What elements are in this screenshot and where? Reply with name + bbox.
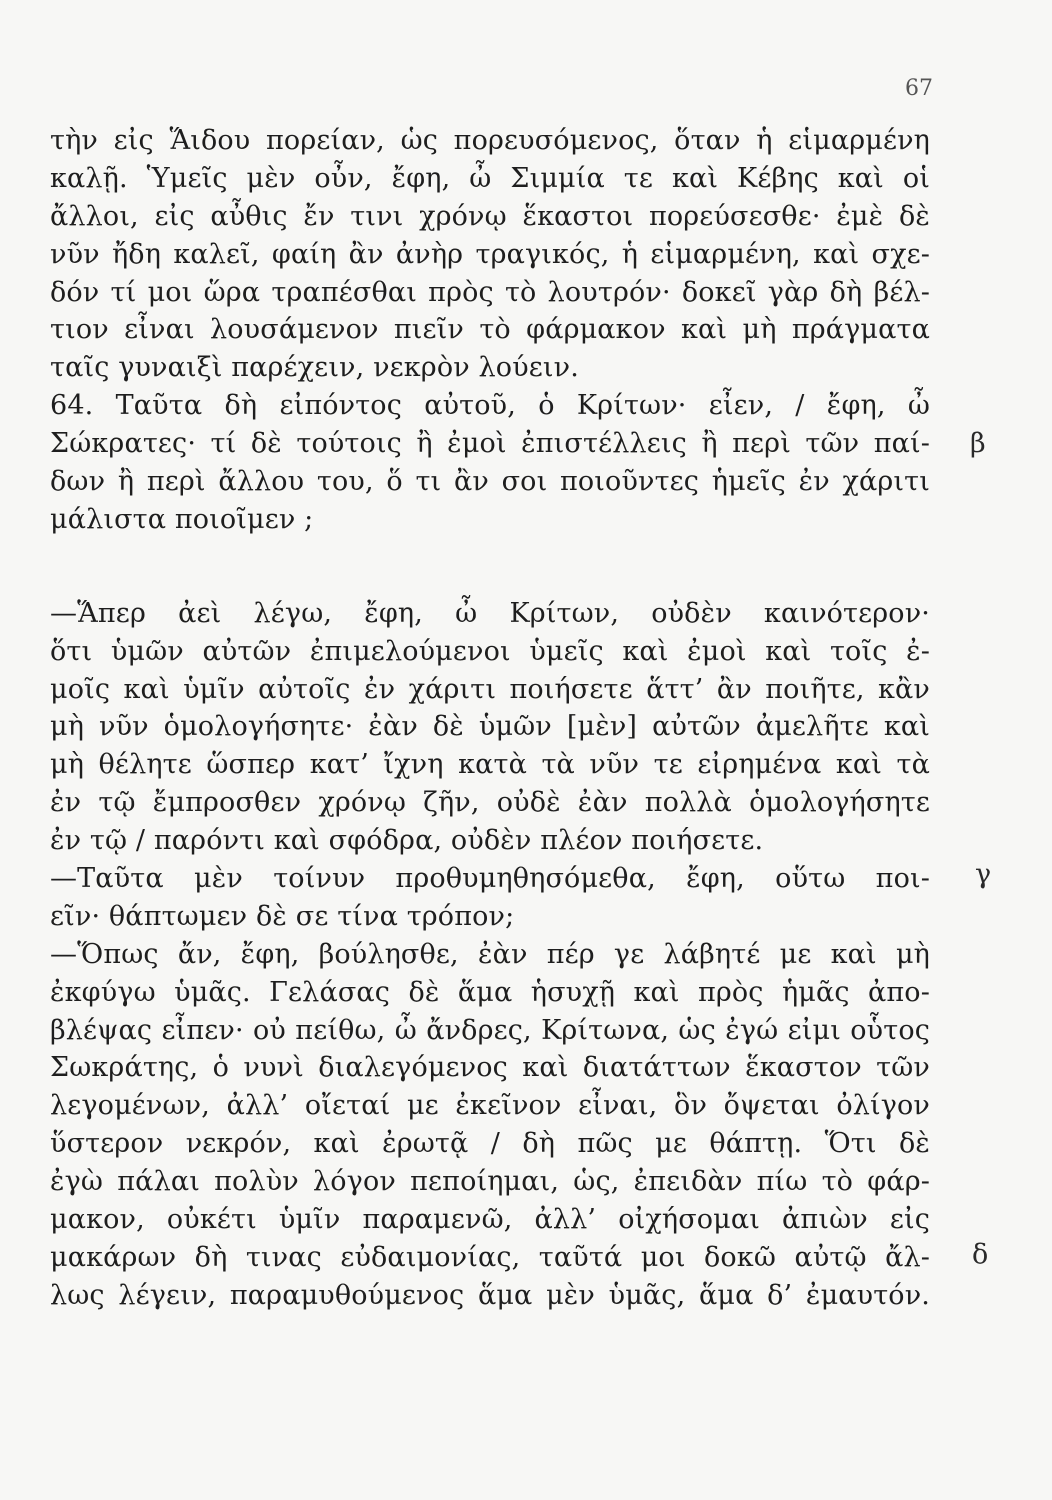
text-line: ὅτι ὑμῶν αὐτῶν ἐπιμελούμενοι ὑμεῖς καὶ ἐμοὶ καὶ τοῖς ἐ- bbox=[50, 635, 930, 667]
text-line: λεγομένων, ἀλλ’ οἴεταί με ἐκεῖνον εἶναι, ὃν ὄψεται ὀλίγον bbox=[50, 1090, 930, 1122]
text-line: μάλιστα ποιοῖμεν ; bbox=[50, 503, 314, 535]
text-line: ἐν τῷ / παρόντι καὶ σφόδρα, οὐδὲν πλέον ποιήσετε. bbox=[50, 825, 764, 857]
margin-section-marker: β bbox=[970, 428, 986, 459]
text-line: —Ὅπως ἄν, ἔφη, βούλησθε, ἐὰν πέρ γε λάβητέ με καὶ μὴ bbox=[50, 938, 930, 970]
page-number: 67 bbox=[905, 76, 933, 101]
text-line: ἐγὼ πάλαι πολὺν λόγον πεποίημαι, ὡς, ἐπειδὰν πίω τὸ φάρ- bbox=[50, 1166, 930, 1198]
text-line: νῦν ἤδη καλεῖ, φαίη ἂν ἀνὴρ τραγικός, ἡ εἱμαρμένη, καὶ σχε- bbox=[50, 238, 930, 270]
text-line: —Ἅπερ ἀεὶ λέγω, ἔφη, ὦ Κρίτων, οὐδὲν καινότερον· bbox=[50, 597, 930, 629]
text-line: ἐκφύγω ὑμᾶς. Γελάσας δὲ ἅμα ἡσυχῇ καὶ πρὸς ἡμᾶς ἀπο- bbox=[50, 976, 930, 1008]
text-line: μὴ νῦν ὁμολογήσητε· ἐὰν δὲ ὑμῶν [μὲν] αὐτῶν ἀμελῆτε καὶ bbox=[50, 711, 930, 743]
text-line: τὴν εἰς Ἅιδου πορείαν, ὡς πορευσόμενος, ὅταν ἡ εἱμαρμένη bbox=[50, 125, 930, 156]
text-line: μοῖς καὶ ὑμῖν αὐτοῖς ἐν χάριτι ποιήσετε ἅττ’ ἂν ποιῆτε, κἂν bbox=[50, 673, 930, 705]
text-line: μακον, οὐκέτι ὑμῖν παραμενῶ, ἀλλ’ οἰχήσομαι ἀπιὼν εἰς bbox=[50, 1204, 930, 1236]
text-line: δων ἢ περὶ ἄλλου του, ὅ τι ἂν σοι ποιοῦντες ἡμεῖς ἐν χάριτι bbox=[50, 466, 930, 498]
text-line: τιον εἶναι λουσάμενον πιεῖν τὸ φάρμακον καὶ μὴ πράγματα bbox=[50, 314, 930, 346]
text-line: Σωκράτης, ὁ νυνὶ διαλεγόμενος καὶ διατάττων ἕκαστον τῶν bbox=[50, 1052, 930, 1084]
text-line: ταῖς γυναιξὶ παρέχειν, νεκρὸν λούειν. bbox=[50, 352, 579, 384]
margin-section-marker: γ bbox=[975, 859, 992, 890]
text-line: 64. Ταῦτα δὴ εἰπόντος αὐτοῦ, ὁ Κρίτων· εἶεν, / ἔφη, ὦ bbox=[50, 390, 930, 422]
text-line: ἐν τῷ ἔμπροσθεν χρόνῳ ζῆν, οὐδὲ ἐὰν πολλὰ ὁμολογήσητε bbox=[50, 787, 930, 819]
text-line: καλῇ. Ὑμεῖς μὲν οὖν, ἔφη, ὦ Σιμμία τε καὶ Κέβης καὶ οἱ bbox=[50, 162, 930, 194]
body-text bbox=[50, 122, 930, 1315]
text-line: εῖν· θάπτωμεν δὲ σε τίνα τρόπον; bbox=[50, 900, 515, 932]
text-line: ὕστερον νεκρόν, καὶ ἐρωτᾷ / δὴ πῶς με θάπτῃ. Ὅτι δὲ bbox=[50, 1128, 930, 1160]
text-line: μὴ θέλητε ὥσπερ κατ’ ἴχνη κατὰ τὰ νῦν τε εἰρημένα καὶ τὰ bbox=[50, 749, 930, 781]
text-line: μακάρων δὴ τινας εὐδαιμονίας, ταῦτά μοι δοκῶ αὐτῷ ἄλ- bbox=[50, 1241, 930, 1273]
margin-section-marker: δ bbox=[972, 1239, 989, 1270]
text-line: βλέψας εἶπεν· οὐ πείθω, ὦ ἄνδρες, Κρίτωνα, ὡς ἐγώ εἰμι οὗτος bbox=[50, 1014, 930, 1046]
text-line: —Ταῦτα μὲν τοίνυν προθυμηθησόμεθα, ἔφη, οὕτω ποι- bbox=[50, 863, 930, 895]
text-line: λως λέγειν, παραμυθούμενος ἅμα μὲν ὑμᾶς, ἅμα δ’ ἐμαυτόν. bbox=[50, 1279, 930, 1311]
text-line: ἄλλοι, εἰς αὖθις ἔν τινι χρόνῳ ἕκαστοι πορεύσεσθε· ἐμὲ δὲ bbox=[50, 200, 930, 232]
text-line: Σώκρατες· τί δὲ τούτοις ἢ ἐμοὶ ἐπιστέλλεις ἢ περὶ τῶν παί- bbox=[50, 428, 930, 460]
text-line: δόν τί μοι ὥρα τραπέσθαι πρὸς τὸ λουτρόν· δοκεῖ γὰρ δὴ βέλ- bbox=[50, 276, 930, 308]
